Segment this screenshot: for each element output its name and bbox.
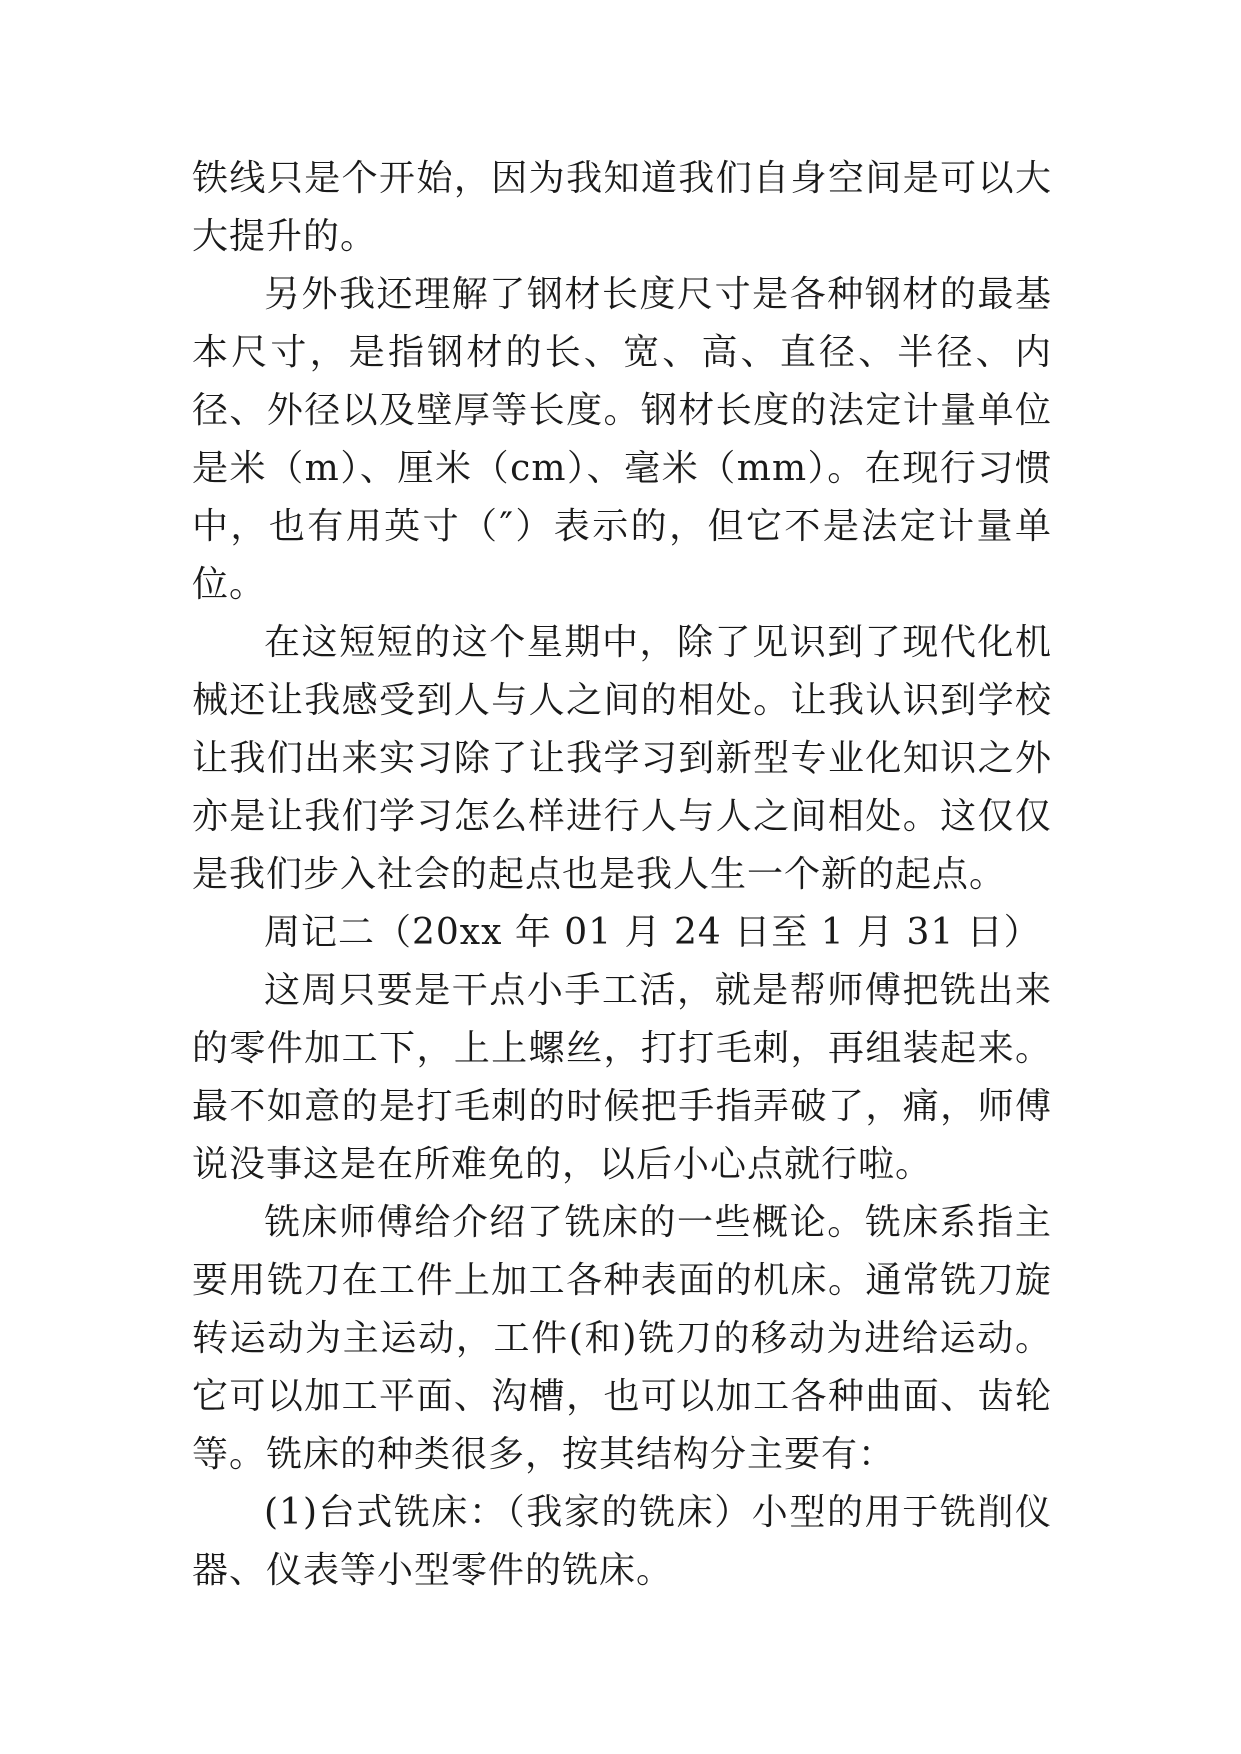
paragraph-handwork: 这周只要是干点小手工活，就是帮师傅把铣出来的零件加工下，上上螺丝，打打毛刺，再组装起来。最不如意的是打毛刺的时候把手指弄破了，痛，师傅说没事这是在所难免的，以后小心点就行啦。 [192, 970, 1052, 1185]
paragraph-steel-dimensions: 另外我还理解了钢材长度尺寸是各种钢材的最基本尺寸，是指钢材的长、宽、高、直径、半径、内径、外径以及壁厚等长度。钢材长度的法定计量单位是米（m）、厘米（cm）、毫米（mm）。在现行习惯中，也有用英寸（″）表示的，但它不是法定计量单位。 [192, 274, 1052, 605]
paragraph-week-reflection: 在这短短的这个星期中，除了见识到了现代化机械还让我感受到人与人之间的相处。让我认识到学校让我们出来实习除了让我学习到新型专业化知识之外亦是让我们学习怎么样进行人与人之间相处。这仅仅是我们步入社会的起点也是我人生一个新的起点。 [192, 622, 1052, 895]
paragraph-continuation: 铁线只是个开始，因为我知道我们自身空间是可以大大提升的。 [192, 158, 1052, 257]
section-heading-week-two: 周记二（20xx 年 01 月 24 日至 1 月 31 日） [264, 912, 1041, 953]
paragraph-milling-intro: 铣床师傅给介绍了铣床的一些概论。铣床系指主要用铣刀在工件上加工各种表面的机床。通常铣刀旋转运动为主运动，工件(和)铣刀的移动为进给运动。它可以加工平面、沟槽，也可以加工各种曲面、齿轮等。铣床的种类很多，按其结构分主要有： [192, 1202, 1052, 1475]
document-page [192, 150, 1052, 1600]
list-item-bench-mill: (1)台式铣床：（我家的铣床）小型的用于铣削仪器、仪表等小型零件的铣床。 [192, 1492, 1052, 1591]
